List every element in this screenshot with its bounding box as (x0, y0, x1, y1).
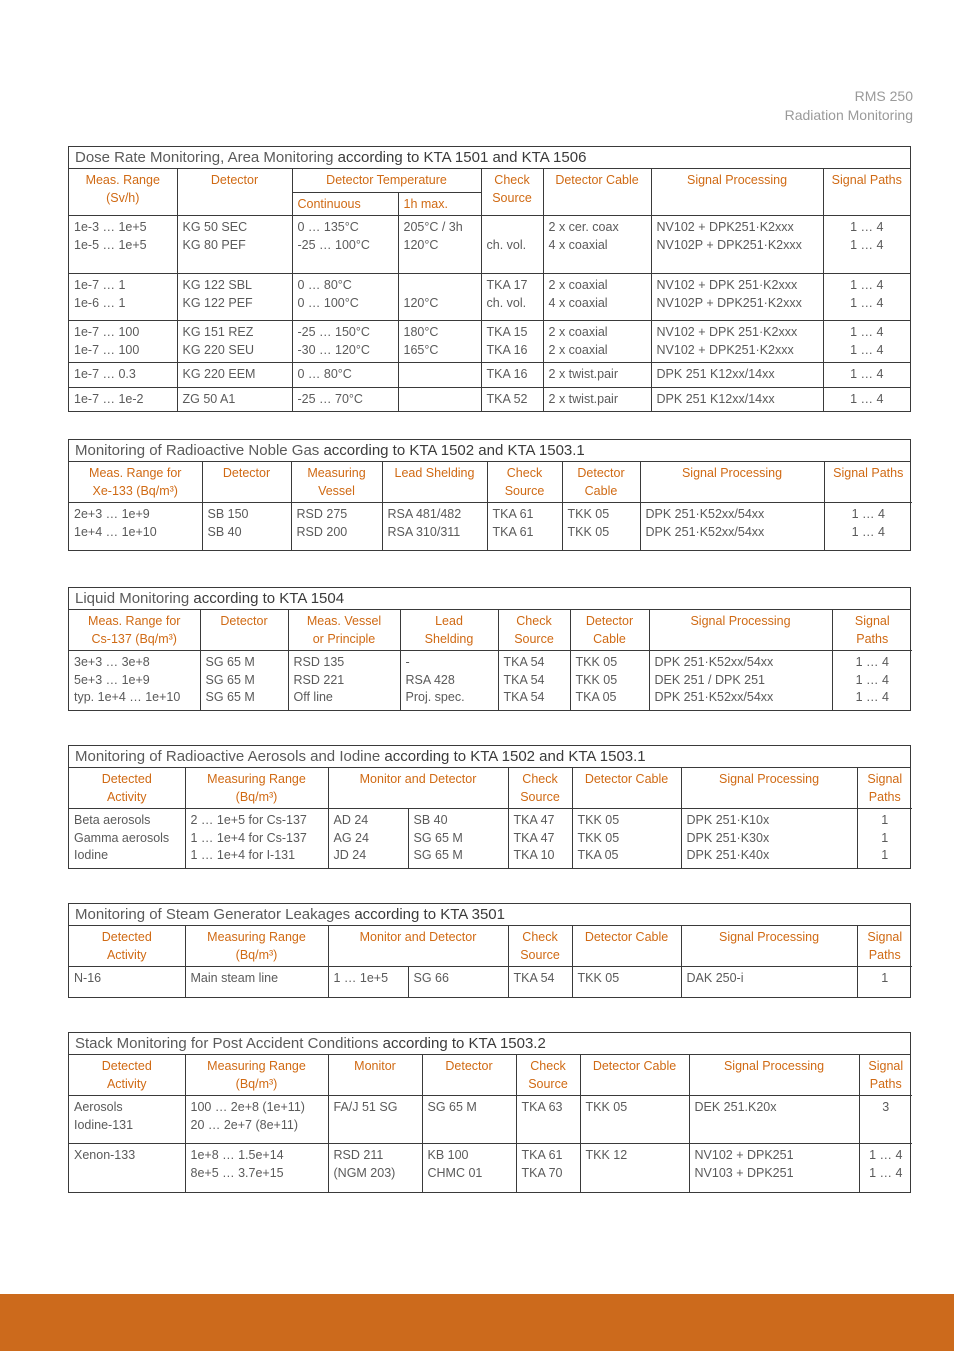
table-title: Monitoring of Radioactive Aerosols and Iodine according to KTA 1502 and KTA 1503.1 (69, 746, 910, 768)
table-cell: SG 66 (408, 967, 508, 997)
table-cell: DPK 251·K52xx/54xx DPK 251·K52xx/54xx (640, 503, 824, 550)
table-cell: 3 (859, 1096, 912, 1144)
aerosols-iodine-table (68, 745, 911, 869)
table-cell: FA/J 51 SG (328, 1096, 422, 1144)
table-row (69, 1096, 912, 1144)
table-cell: 100 … 2e+8 (1e+11) 20 … 2e+7 (8e+11) (185, 1096, 328, 1144)
table-row (69, 216, 910, 274)
col-header: Measuring Range (Bq/m³) (185, 1055, 328, 1096)
table-cell: 1 … 4 1 … 4 (859, 1144, 912, 1192)
table-cell: 1 … 4 1 … 4 (823, 216, 910, 274)
table-cell: KG 151 REZ KG 220 SEU (177, 321, 292, 363)
table-cell: 1 … 4 1 … 4 1 … 4 (832, 651, 912, 710)
col-header: Check Source (508, 926, 572, 967)
col-header: 1h max. (398, 192, 481, 216)
table-cell: 1e-7 … 100 1e-7 … 100 (69, 321, 177, 363)
table-cell: NV102 + DPK 251·K2xxx NV102P + DPK251·K2xxx (651, 274, 823, 321)
table-cell: 1e-7 … 0.3 (69, 363, 177, 388)
col-header: Lead Shelding (400, 610, 498, 651)
table-cell: TKA 61 TKA 61 (487, 503, 562, 550)
table-cell: 2 x coaxial 4 x coaxial (543, 274, 651, 321)
table-cell: KG 220 EEM (177, 363, 292, 388)
table-cell: TKA 54 TKA 54 TKA 54 (498, 651, 570, 710)
col-header: Monitor (328, 1055, 422, 1096)
col-header: Detector (202, 462, 291, 503)
table-cell: SB 150 SB 40 (202, 503, 291, 550)
col-header: Signal Paths (857, 768, 912, 809)
table-cell: - RSA 428 Proj. spec. (400, 651, 498, 710)
table-cell (398, 363, 481, 388)
table-cell: TKA 16 (481, 363, 543, 388)
table-cell: DAK 250-i (681, 967, 857, 997)
table-cell: TKA 15 TKA 16 (481, 321, 543, 363)
col-header: Check Source (487, 462, 562, 503)
col-header: Signal Processing (651, 169, 823, 216)
table-cell: 1 … 4 (823, 387, 910, 411)
table-cell: 1 1 1 (857, 809, 912, 868)
col-header: Detector Temperature (292, 169, 481, 192)
col-header: Detector (200, 610, 288, 651)
table-cell: 205°C / 3h 120°C (398, 216, 481, 274)
table-row (69, 1144, 912, 1192)
col-header: Detector Cable (572, 926, 681, 967)
table-cell: 1 (857, 967, 912, 997)
col-header: Check Source (481, 169, 543, 216)
table-title: Liquid Monitoring according to KTA 1504 (69, 588, 910, 610)
table-cell: 120°C (398, 274, 481, 321)
col-header: Meas. Vessel or Principle (288, 610, 400, 651)
col-header: Detector Cable (580, 1055, 689, 1096)
table-cell: NV102 + DPK 251·K2xxx NV102 + DPK251·K2xxx (651, 321, 823, 363)
table-cell: Aerosols Iodine-131 (74, 1100, 134, 1132)
stack-monitoring-table (68, 1032, 911, 1193)
table-row (69, 651, 912, 710)
col-header: Detector Cable (543, 169, 651, 216)
table-cell: TKA 17 ch. vol. (481, 274, 543, 321)
table-cell: NV102 + DPK251 NV103 + DPK251 (689, 1144, 859, 1192)
table-cell: TKK 12 (580, 1144, 689, 1192)
col-header: Meas. Range for Cs-137 (Bq/m³) (69, 610, 200, 651)
table-cell: Xenon-133 (69, 1144, 185, 1192)
table-cell: SB 40 SG 65 M SG 65 M (408, 809, 508, 868)
table-title: Dose Rate Monitoring, Area Monitoring according to KTA 1501 and KTA 1506 (69, 147, 910, 169)
col-header: Measuring Vessel (291, 462, 382, 503)
col-header: Monitor and Detector (328, 926, 508, 967)
col-header: Signal Paths (857, 926, 912, 967)
col-header: Meas. Range (Sv/h) (69, 169, 177, 216)
table-cell: -25 … 70°C (292, 387, 398, 411)
table-cell: 2 x cer. coax 4 x coaxial (543, 216, 651, 274)
table-cell: Beta aerosols Gamma aerosols Iodine (74, 813, 170, 862)
col-header: Measuring Range (Bq/m³) (185, 926, 328, 967)
table-cell: -25 … 150°C -30 … 120°C (292, 321, 398, 363)
table-cell: DPK 251 K12xx/14xx (651, 387, 823, 411)
col-header: Continuous (292, 192, 398, 216)
table-cell: SG 65 M SG 65 M SG 65 M (200, 651, 288, 710)
table-cell: 0 … 80°C (292, 363, 398, 388)
col-header: Detector (177, 169, 292, 216)
table-row (69, 809, 912, 868)
col-header: Check Source (516, 1055, 580, 1096)
table-cell: 1 … 4 1 … 4 (823, 321, 910, 363)
col-header: Meas. Range for Xe-133 (Bq/m³) (69, 462, 202, 503)
table-cell: TKA 54 (508, 967, 572, 997)
col-header: Signal Paths (832, 610, 912, 651)
table-title: Monitoring of Radioactive Noble Gas according to KTA 1502 and KTA 1503.1 (69, 440, 910, 462)
table-cell: DEK 251.K20x (689, 1096, 859, 1144)
table-cell: 1 … 4 1 … 4 (823, 274, 910, 321)
col-header: Monitor and Detector (328, 768, 508, 809)
table-cell: TKK 05 TKK 05 TKA 05 (572, 809, 681, 868)
col-header: Detector Cable (570, 610, 649, 651)
table-cell: 2 x twist.pair (543, 363, 651, 388)
table-cell: ch. vol. (481, 216, 543, 274)
table-cell: NV102 + DPK251·K2xxx NV102P + DPK251·K2xxx (651, 216, 823, 274)
col-header: Lead Shelding (382, 462, 487, 503)
table-cell: 3e+3 … 3e+8 5e+3 … 1e+9 typ. 1e+4 … 1e+10 (74, 655, 181, 704)
table-cell: Main steam line (185, 967, 328, 997)
table-cell: 1e-7 … 1e-2 (69, 387, 177, 411)
table-cell: 1e-3 … 1e+5 1e-5 … 1e+5 (74, 220, 147, 252)
table-row (69, 387, 910, 411)
page-header (785, 87, 913, 125)
table-cell: SG 65 M (422, 1096, 516, 1144)
table-cell: 180°C 165°C (398, 321, 481, 363)
product-subtitle: Radiation Monitoring (784, 107, 913, 123)
table-cell: 1 … 4 1 … 4 (824, 503, 912, 550)
col-header: Detected Activity (69, 926, 185, 967)
table-title: Monitoring of Steam Generator Leakages according to KTA 3501 (69, 904, 910, 926)
col-header: Signal Processing (681, 768, 857, 809)
steam-generator-table (68, 903, 911, 998)
col-header: Signal Processing (689, 1055, 859, 1096)
table-cell: RSD 275 RSD 200 (291, 503, 382, 550)
table-cell: TKA 47 TKA 47 TKA 10 (508, 809, 572, 868)
table-cell: TKK 05 TKK 05 (562, 503, 640, 550)
table-cell: TKK 05 (572, 967, 681, 997)
table-cell: RSD 135 RSD 221 Off line (288, 651, 400, 710)
table-cell: 0 … 135°C -25 … 100°C (292, 216, 398, 274)
footer-bar (0, 1294, 954, 1351)
table-cell: TKA 63 (516, 1096, 580, 1144)
table-row (69, 321, 910, 363)
product-name: RMS 250 (854, 88, 913, 104)
dose-rate-table (68, 146, 911, 412)
table-title: Stack Monitoring for Post Accident Conditions according to KTA 1503.2 (69, 1033, 910, 1055)
col-header: Check Source (508, 768, 572, 809)
table-cell: RSD 211 (NGM 203) (328, 1144, 422, 1192)
col-header: Detector Cable (572, 768, 681, 809)
liquid-monitoring-table (68, 587, 911, 711)
table-cell: KG 122 SBL KG 122 PEF (177, 274, 292, 321)
col-header: Measuring Range (Bq/m³) (185, 768, 328, 809)
table-cell: RSA 481/482 RSA 310/311 (382, 503, 487, 550)
table-cell: DPK 251·K52xx/54xx DEK 251 / DPK 251 DPK 251·K52xx/54xx (649, 651, 832, 710)
col-header: Detector Cable (562, 462, 640, 503)
table-cell: TKK 05 (580, 1096, 689, 1144)
table-cell: N-16 (74, 971, 102, 985)
col-header: Signal Processing (649, 610, 832, 651)
table-cell: KG 50 SEC KG 80 PEF (177, 216, 292, 274)
table-cell: 0 … 80°C 0 … 100°C (292, 274, 398, 321)
col-header: Signal Processing (681, 926, 857, 967)
table-cell: 2e+3 … 1e+9 1e+4 … 1e+10 (74, 507, 157, 539)
table-cell: 1 … 1e+5 (328, 967, 408, 997)
table-cell: 1e+8 … 1.5e+14 8e+5 … 3.7e+15 (185, 1144, 328, 1192)
col-header: Detected Activity (69, 768, 185, 809)
table-cell: 1 … 4 (823, 363, 910, 388)
col-header: Signal Processing (640, 462, 824, 503)
table-cell: TKA 61 TKA 70 (516, 1144, 580, 1192)
col-header: Detected Activity (69, 1055, 185, 1096)
table-row (69, 363, 910, 388)
table-cell: TKK 05 TKK 05 TKA 05 (570, 651, 649, 710)
table-cell (398, 387, 481, 411)
col-header: Detector (422, 1055, 516, 1096)
col-header: Signal Paths (859, 1055, 912, 1096)
col-header: Signal Paths (823, 169, 910, 216)
table-cell: ZG 50 A1 (177, 387, 292, 411)
table-row (69, 967, 912, 997)
table-cell: TKA 52 (481, 387, 543, 411)
table-cell: 2 x twist.pair (543, 387, 651, 411)
col-header: Signal Paths (824, 462, 912, 503)
col-header: Check Source (498, 610, 570, 651)
table-cell: 2 x coaxial 2 x coaxial (543, 321, 651, 363)
table-cell: 2 … 1e+5 for Cs-137 1 … 1e+4 for Cs-137 1 … 1e+4 for I-131 (185, 809, 328, 868)
table-row (69, 503, 912, 550)
table-cell: AD 24 AG 24 JD 24 (328, 809, 408, 868)
table-cell: DPK 251·K10x DPK 251·K30x DPK 251·K40x (681, 809, 857, 868)
table-cell: 1e-7 … 1 1e-6 … 1 (69, 274, 177, 321)
table-cell: KB 100 CHMC 01 (422, 1144, 516, 1192)
noble-gas-table (68, 439, 911, 551)
table-cell: DPK 251 K12xx/14xx (651, 363, 823, 388)
table-row (69, 274, 910, 321)
